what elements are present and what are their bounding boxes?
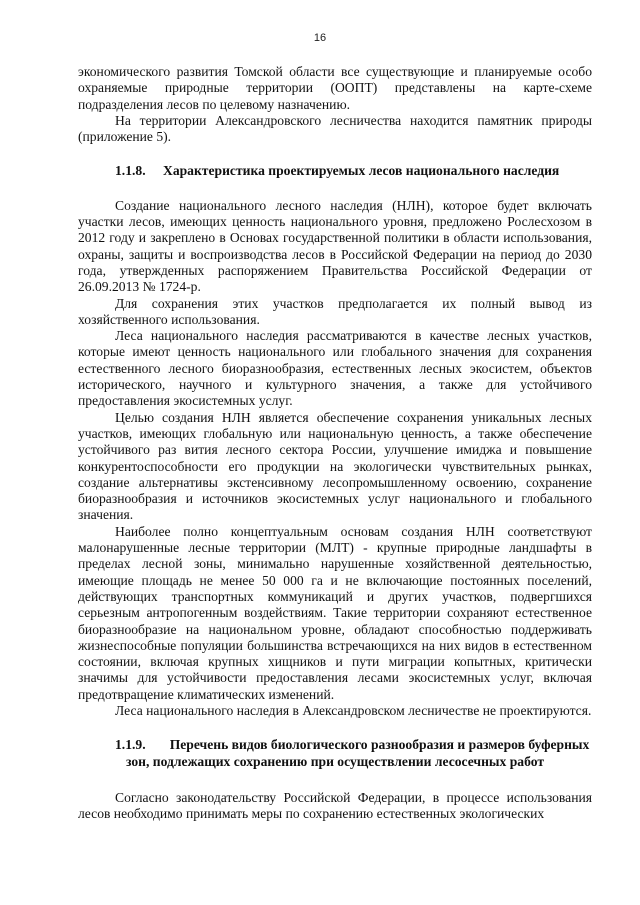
paragraph: Для сохранения этих участков предполагается их полный вывод из хозяйственного использования. bbox=[78, 295, 592, 327]
paragraph: экономического развития Томской области все существующие и планируемые особо охраняемые природные территории (ООПТ) представлены на карте-схеме подразделения лесов по целевому назначению. bbox=[78, 64, 592, 112]
section-title-line-2: зон, подлежащих сохранению при осуществлении лесосечных работ bbox=[125, 753, 544, 769]
paragraph: Создание национального лесного наследия (НЛН), которое будет включать участки лесов, имеющих ценность национального уровня, предложено Рослесхозом в 2012 году и закреплено в Основах государственной политики в области использования, охраны, защиты и воспроизводства лесов в Российской Федерации на период до 2030 года, утвержденных распоряжением Правительства Российской Федерации от 26.09.2013 № 1724-р. bbox=[78, 197, 592, 295]
section-number: 1.1.9. bbox=[115, 737, 146, 753]
section-number: 1.1.8. bbox=[115, 163, 146, 179]
paragraph: Целью создания НЛН является обеспечение сохранения уникальных лесных участков, имеющих глобальную или национальную ценность, а также обеспечение устойчивого раз вития лесного сектора России, улучшение имиджа и повышение конкурентоспособности его продукции на экологически чувствительных рынках, создание альтернативы экстенсивному лесопромышленному освоению, сохранение биоразнообразия и источников экосистемных услуг национального и глобального значения. bbox=[78, 409, 592, 523]
paragraph: Леса национального наследия рассматриваются в качестве лесных участков, которые имеют ценность национального или глобального значения для сохранения естественного лесного биоразнообразия, естественных лесных экосистем, объектов исторического, научного и культурного значения, а также для устойчивого предоставления экосистемных услуг. bbox=[78, 328, 592, 409]
section-title-line-1: Перечень видов биологического разнообразия и размеров буферных bbox=[169, 737, 590, 753]
document-body bbox=[78, 64, 592, 822]
paragraph: Наиболее полно концептуальным основам создания НЛН соответствуют малонарушенные лесные территории (МЛТ) - крупные природные ландшафты в пределах лесной зоны, минимально нарушенные хозяйственной деятельностью, имеющие площадь не менее 50 000 га и не включающие постоянных поселений, действующих транспортных коммуникаций и других участков, подвергшихся серьезным антропогенным воздействиям. Такие территории сохраняют естественное биоразнообразие на национальном уровне, обладают способностью поддерживать жизнеспособные популяции большинства встречающихся на них видов в естественном состоянии, включая крупных хищников и пути миграции копытных, критически значимы для устойчивости предоставления лесами экосистемных услуг, включая предотвращение климатических изменений. bbox=[78, 523, 592, 702]
section-heading-1-1-9 bbox=[78, 737, 592, 770]
paragraph: На территории Александровского лесничества находится памятник природы (приложение 5). bbox=[78, 112, 592, 145]
paragraph: Согласно законодательству Российской Федерации, в процессе использования лесов необходимо принимать меры по сохранению естественных экологических bbox=[78, 789, 592, 822]
section-title: Характеристика проектируемых лесов национального наследия bbox=[163, 163, 560, 179]
section-heading-1-1-8 bbox=[78, 163, 592, 179]
paragraph: Леса национального наследия в Александровском лесничестве не проектируются. bbox=[115, 702, 592, 718]
page-number: 16 bbox=[313, 32, 327, 44]
